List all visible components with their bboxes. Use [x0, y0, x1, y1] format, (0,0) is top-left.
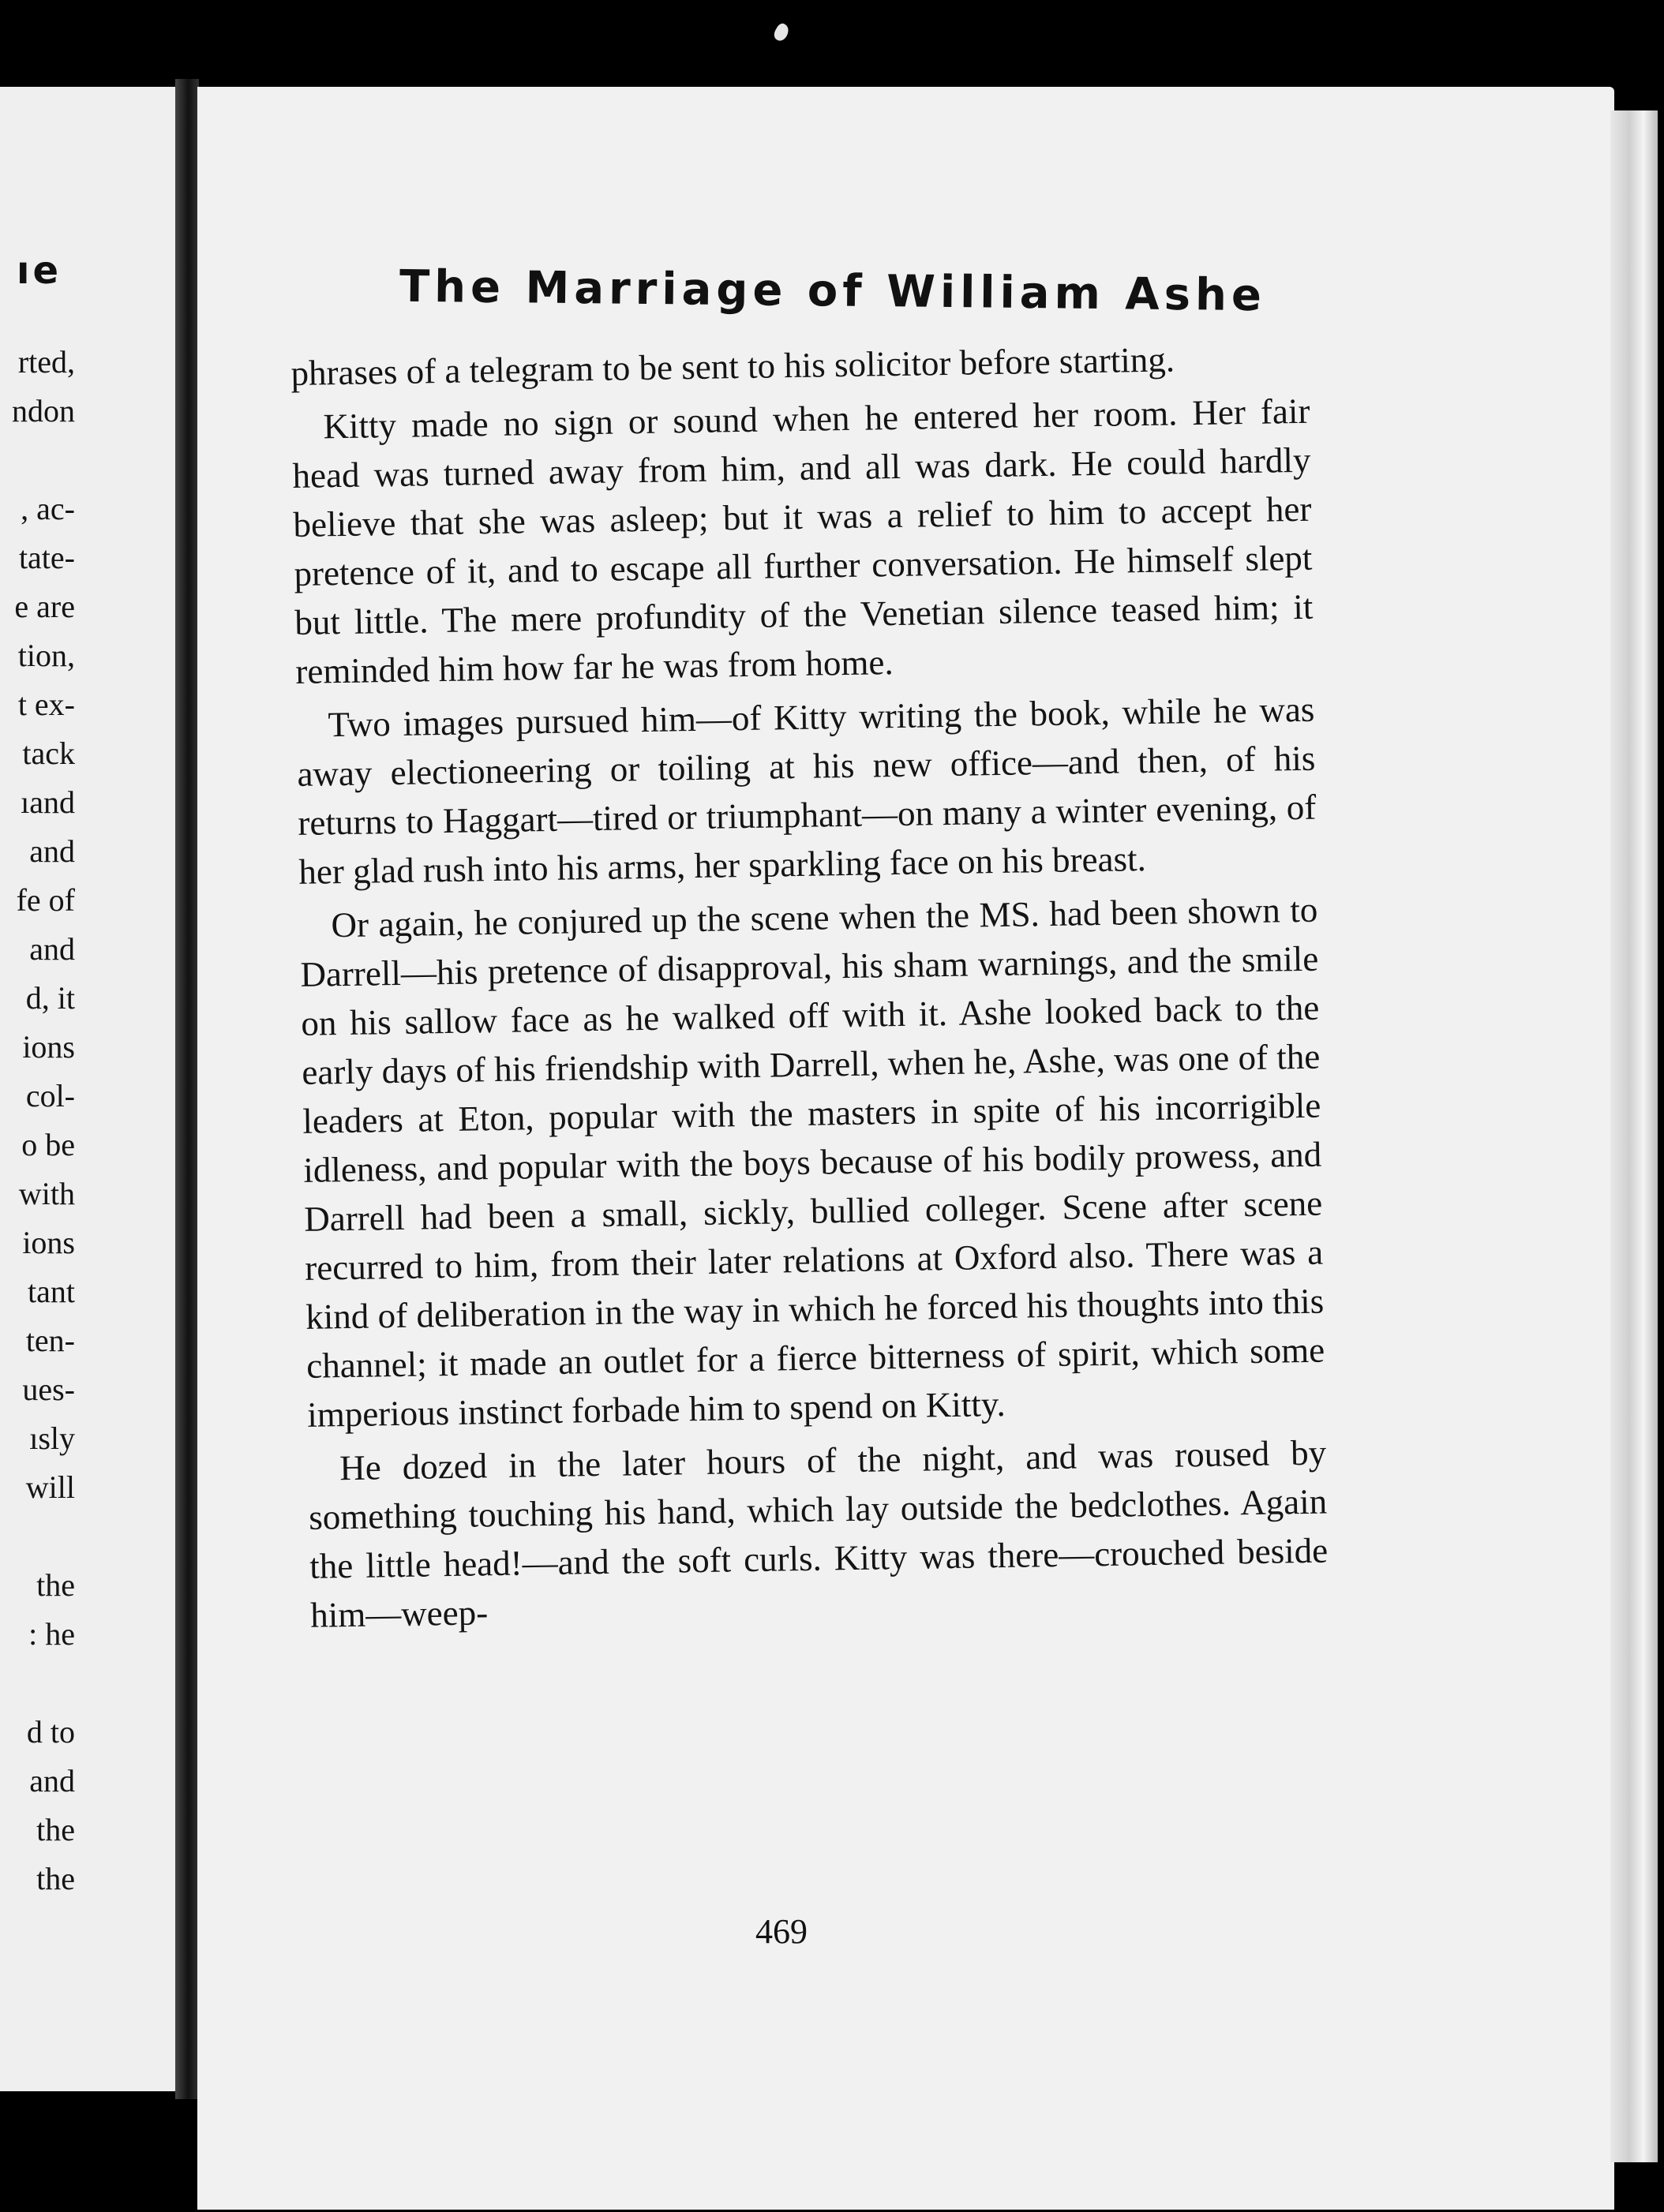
left-page-line-fragment: ten-: [25, 1323, 75, 1358]
left-page-line-fragment: tate-: [18, 540, 75, 575]
left-page-line-fragment: ndon: [12, 393, 75, 429]
left-page-line-fragment: the: [36, 1861, 75, 1896]
left-page-line-fragment: and: [29, 1763, 75, 1798]
left-page-line-fragment: d, it: [25, 980, 75, 1016]
paragraph: Or again, he conjured up the scene when the MS. had been shown to Darrell—his pretence of disapproval, his sham warnings, and the smile on his sallow face as he walked off with it. Ashe looked back to the early days of his friendship with Darrell, when he, Ashe, was one of the leaders at Eton, popular with the masters in spite of his incorrigible idleness, and popular with the boys because of his bodily prowess, and Darrell had been a small, sickly, bullied colleger. Scene after scene recurred to him, from their later relations at Oxford also. There was a kind of deliberation in the way in which he forced his thoughts into this channel; it made an outlet for a fierce bitterness of spirit, which some imperious instinct forbade him to spend on Kitty.: [300, 889, 1325, 1435]
left-page-line-fragment: tion,: [17, 638, 75, 673]
left-page-heading-fragment: ıe: [16, 249, 62, 293]
left-page-line-fragment: [0, 1659, 75, 1708]
page-number: 469: [755, 1912, 808, 1951]
left-page-line-fragment: rted,: [17, 344, 75, 380]
left-page-line-fragment: [0, 436, 75, 485]
left-page-line-fragment: and: [29, 931, 75, 967]
left-page-line-fragment: will: [25, 1469, 75, 1505]
page-edges: [1610, 110, 1658, 2162]
left-page-line-fragment: t ex-: [17, 687, 75, 722]
left-page-line-fragment: fe of: [16, 882, 75, 918]
left-facing-page: [0, 87, 178, 2091]
left-page-line-fragment: with: [18, 1176, 75, 1211]
left-page-line-fragment: ues-: [22, 1372, 75, 1407]
left-page-line-fragment: ıand: [21, 784, 75, 820]
left-page-line-fragment: : he: [28, 1616, 75, 1652]
paragraph: He dozed in the later hours of the night, and was roused by something touching his hand, which lay outside the bedclothes. Again the little head!—and the soft curls. Kitty was there—crouched beside him—weep-: [308, 1432, 1329, 1635]
paragraph: phrases of a telegram to be sent to his solicitor before starting.: [290, 339, 1175, 393]
left-page-line-fragment: tack: [22, 735, 75, 771]
left-page-line-fragment: ions: [22, 1225, 75, 1260]
paragraph: Two images pursued him—of Kitty writing the book, while he was away electioneering or toiling at his new office—and then, of his returns to Haggart—tired or triumphant—on many a winter evening, of her glad rush into his arms, her sparkling face on his breast.: [297, 689, 1317, 892]
paragraph: Kitty made no sign or sound when he entered her room. Her fair head was turned away from him, and all was dark. He could hardly believe that she was asleep; but it was a relief to him to accept her pretence of it, and to escape all further conversation. He himself slept but little. The mere profundity of the Venetian silence teased him; it reminded him how far he was from home.: [292, 391, 1314, 691]
left-page-line-fragment: ions: [22, 1029, 75, 1065]
left-page-line-fragment: the: [36, 1812, 75, 1847]
body-text: [290, 333, 1329, 1645]
left-page-line-fragment: col-: [25, 1078, 75, 1113]
left-page-line-fragment: e are: [14, 589, 75, 624]
dust-speck: [772, 21, 792, 43]
left-page-line-fragment: tant: [28, 1274, 75, 1309]
left-page-line-fragment: , ac-: [21, 491, 75, 526]
left-page-line-fragment: ısly: [29, 1420, 75, 1456]
running-head-title: The Marriage of William Ashe: [399, 260, 1267, 322]
left-page-line-fragment: [0, 1512, 75, 1561]
left-page-line-fragment: o be: [21, 1127, 75, 1162]
left-page-line-fragments: [0, 338, 75, 1903]
left-page-line-fragment: and: [29, 833, 75, 869]
left-page-line-fragment: the: [36, 1567, 75, 1603]
left-page-line-fragment: d to: [26, 1714, 75, 1750]
book-gutter: [175, 79, 199, 2099]
